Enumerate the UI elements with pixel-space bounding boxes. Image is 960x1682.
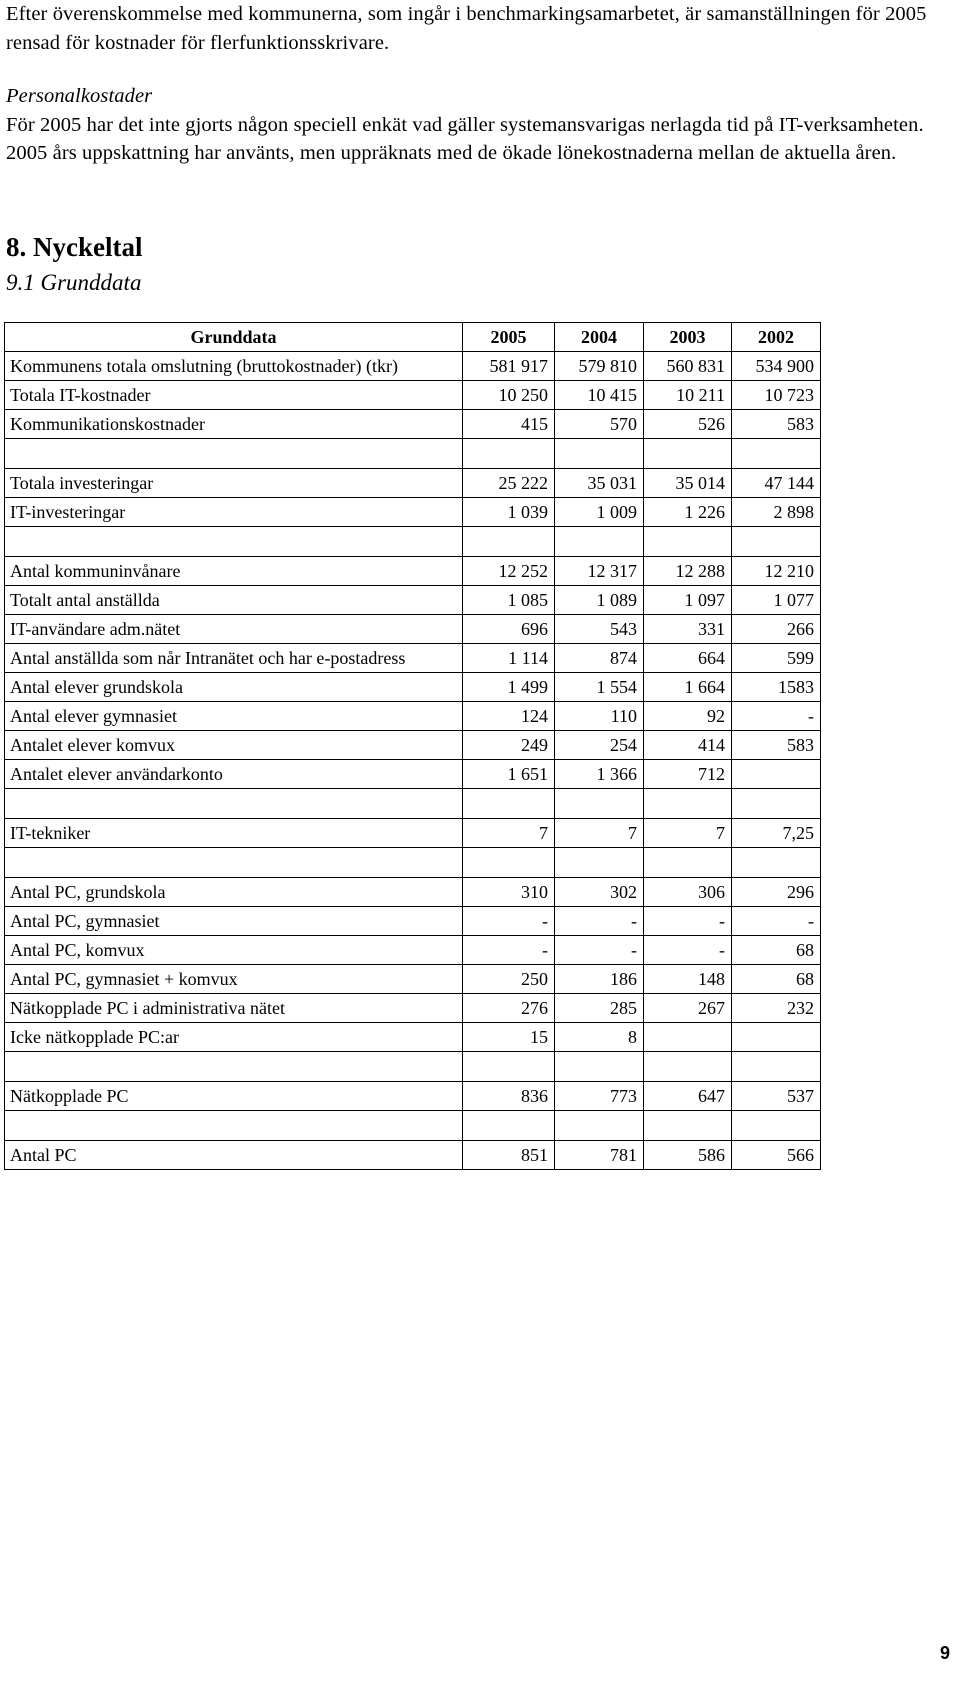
row-label-cell: Totalt antal anställda	[5, 586, 463, 615]
value-cell	[555, 1111, 644, 1141]
value-cell: 583	[732, 410, 821, 439]
value-cell: -	[555, 907, 644, 936]
value-cell: 306	[644, 878, 732, 907]
value-cell: 781	[555, 1141, 644, 1170]
table-row	[5, 1141, 821, 1170]
row-label-cell: Antalet elever komvux	[5, 731, 463, 760]
value-cell: 579 810	[555, 352, 644, 381]
row-label-cell: Antal elever grundskola	[5, 673, 463, 702]
value-cell: 1 554	[555, 673, 644, 702]
value-cell	[732, 439, 821, 469]
value-cell: -	[463, 936, 555, 965]
value-cell	[555, 848, 644, 878]
value-cell: 712	[644, 760, 732, 789]
value-cell	[463, 1052, 555, 1082]
spacer-row	[5, 1052, 821, 1082]
value-cell: 1 226	[644, 498, 732, 527]
value-cell	[644, 1052, 732, 1082]
value-cell: 1 009	[555, 498, 644, 527]
value-cell: 1 077	[732, 586, 821, 615]
table-row	[5, 615, 821, 644]
value-cell: 415	[463, 410, 555, 439]
value-cell: 47 144	[732, 469, 821, 498]
value-cell: 1 499	[463, 673, 555, 702]
value-cell: 560 831	[644, 352, 732, 381]
value-cell: 647	[644, 1082, 732, 1111]
row-label-cell	[5, 527, 463, 557]
value-cell: 35 014	[644, 469, 732, 498]
spacer-row	[5, 1111, 821, 1141]
value-cell: 1 651	[463, 760, 555, 789]
row-label-cell: IT-användare adm.nätet	[5, 615, 463, 644]
value-cell: -	[732, 907, 821, 936]
value-cell	[555, 439, 644, 469]
value-cell: 266	[732, 615, 821, 644]
table-row	[5, 907, 821, 936]
value-cell: 68	[732, 936, 821, 965]
value-cell: 1 089	[555, 586, 644, 615]
table-row	[5, 878, 821, 907]
row-label-cell: Icke nätkopplade PC:ar	[5, 1023, 463, 1052]
value-cell	[555, 527, 644, 557]
table-row	[5, 381, 821, 410]
value-cell: 25 222	[463, 469, 555, 498]
value-cell	[644, 789, 732, 819]
value-cell: 35 031	[555, 469, 644, 498]
value-cell: 566	[732, 1141, 821, 1170]
table-row	[5, 702, 821, 731]
value-cell: 68	[732, 965, 821, 994]
table-row	[5, 936, 821, 965]
spacer-row	[5, 848, 821, 878]
spacer-row	[5, 527, 821, 557]
value-cell: 7	[644, 819, 732, 848]
personal-paragraph: För 2005 har det inte gjorts någon speciell enkät vad gäller systemansvarigas nerlagda tid på IT-verksamheten. 2005 års uppskattning har använts, men uppräknats med de ökade lönekostnaderna mellan de aktuella åren.	[6, 113, 924, 164]
value-cell: 581 917	[463, 352, 555, 381]
row-label-cell	[5, 1111, 463, 1141]
table-row	[5, 352, 821, 381]
value-cell: 10 250	[463, 381, 555, 410]
value-cell: 10 723	[732, 381, 821, 410]
value-cell: 296	[732, 878, 821, 907]
table-row	[5, 965, 821, 994]
value-cell: 1 039	[463, 498, 555, 527]
value-cell	[732, 527, 821, 557]
page-number: 9	[939, 1643, 950, 1663]
row-label-cell: Antalet elever användarkonto	[5, 760, 463, 789]
value-cell: 285	[555, 994, 644, 1023]
table-row	[5, 586, 821, 615]
value-cell	[555, 789, 644, 819]
value-cell: 1583	[732, 673, 821, 702]
value-cell: 2 898	[732, 498, 821, 527]
table-row	[5, 1082, 821, 1111]
value-cell: 583	[732, 731, 821, 760]
value-cell: 851	[463, 1141, 555, 1170]
header-cell: 2002	[732, 323, 821, 352]
section-heading: 8. Nyckeltal	[6, 232, 143, 262]
row-label-cell	[5, 848, 463, 878]
value-cell	[644, 1111, 732, 1141]
value-cell: 331	[644, 615, 732, 644]
value-cell	[463, 527, 555, 557]
table-header-row	[5, 323, 821, 352]
header-cell: 2003	[644, 323, 732, 352]
value-cell: 12 317	[555, 557, 644, 586]
table-row	[5, 819, 821, 848]
value-cell: 148	[644, 965, 732, 994]
value-cell: 664	[644, 644, 732, 673]
value-cell	[644, 527, 732, 557]
value-cell: 186	[555, 965, 644, 994]
value-cell: 1 085	[463, 586, 555, 615]
value-cell	[463, 439, 555, 469]
row-label-cell: Antal PC	[5, 1141, 463, 1170]
value-cell: 599	[732, 644, 821, 673]
value-cell: 1 366	[555, 760, 644, 789]
value-cell: 249	[463, 731, 555, 760]
row-label-cell: Antal kommuninvånare	[5, 557, 463, 586]
row-label-cell: Nätkopplade PC i administrativa nätet	[5, 994, 463, 1023]
value-cell: 1 114	[463, 644, 555, 673]
row-label-cell: Antal elever gymnasiet	[5, 702, 463, 731]
intro-paragraph: Efter överenskommelse med kommunerna, som ingår i benchmarkingsamarbetet, är samanställningen för 2005 rensad för kostnader för flerfunktionsskrivare.	[6, 3, 927, 54]
table-body	[5, 352, 821, 1170]
row-label-cell: Nätkopplade PC	[5, 1082, 463, 1111]
value-cell: 15	[463, 1023, 555, 1052]
value-cell	[463, 1111, 555, 1141]
value-cell: 570	[555, 410, 644, 439]
value-cell: 526	[644, 410, 732, 439]
value-cell: 586	[644, 1141, 732, 1170]
table-row	[5, 994, 821, 1023]
header-cell: Grunddata	[5, 323, 463, 352]
value-cell: 543	[555, 615, 644, 644]
header-cell: 2005	[463, 323, 555, 352]
value-cell: -	[555, 936, 644, 965]
value-cell: 836	[463, 1082, 555, 1111]
value-cell	[463, 789, 555, 819]
value-cell: 7	[555, 819, 644, 848]
value-cell	[732, 848, 821, 878]
row-label-cell	[5, 439, 463, 469]
value-cell: -	[463, 907, 555, 936]
value-cell	[555, 1052, 644, 1082]
value-cell: 7	[463, 819, 555, 848]
value-cell	[644, 1023, 732, 1052]
value-cell: 302	[555, 878, 644, 907]
spacer-row	[5, 439, 821, 469]
value-cell: 254	[555, 731, 644, 760]
table-row	[5, 644, 821, 673]
value-cell: 232	[732, 994, 821, 1023]
value-cell: 10 415	[555, 381, 644, 410]
row-label-cell: Antal anställda som når Intranätet och har e-postadress	[5, 644, 463, 673]
row-label-cell	[5, 1052, 463, 1082]
value-cell: 267	[644, 994, 732, 1023]
value-cell	[732, 789, 821, 819]
table-row	[5, 1023, 821, 1052]
header-cell: 2004	[555, 323, 644, 352]
grunddata-table	[4, 322, 821, 1170]
row-label-cell: Totala IT-kostnader	[5, 381, 463, 410]
value-cell: -	[644, 936, 732, 965]
value-cell: 1 664	[644, 673, 732, 702]
table-row	[5, 498, 821, 527]
value-cell: 696	[463, 615, 555, 644]
value-cell: 12 288	[644, 557, 732, 586]
personal-section	[6, 82, 946, 168]
row-label-cell: Antal PC, gymnasiet	[5, 907, 463, 936]
value-cell: 110	[555, 702, 644, 731]
value-cell	[732, 1111, 821, 1141]
value-cell: 8	[555, 1023, 644, 1052]
personal-label: Personalkostader	[6, 85, 153, 107]
value-cell: -	[732, 702, 821, 731]
value-cell: 310	[463, 878, 555, 907]
table-row	[5, 731, 821, 760]
value-cell: 124	[463, 702, 555, 731]
table-row	[5, 557, 821, 586]
row-label-cell: Kommunikationskostnader	[5, 410, 463, 439]
value-cell: 537	[732, 1082, 821, 1111]
value-cell: 773	[555, 1082, 644, 1111]
value-cell: 874	[555, 644, 644, 673]
sub-heading: 9.1 Grunddata	[6, 270, 142, 295]
row-label-cell	[5, 789, 463, 819]
row-label-cell: Kommunens totala omslutning (bruttokostnader) (tkr)	[5, 352, 463, 381]
value-cell: 7,25	[732, 819, 821, 848]
row-label-cell: Antal PC, grundskola	[5, 878, 463, 907]
value-cell: 92	[644, 702, 732, 731]
value-cell	[732, 1023, 821, 1052]
row-label-cell: IT-tekniker	[5, 819, 463, 848]
value-cell: 12 252	[463, 557, 555, 586]
row-label-cell: Antal PC, gymnasiet + komvux	[5, 965, 463, 994]
value-cell	[644, 439, 732, 469]
value-cell	[732, 760, 821, 789]
row-label-cell: IT-investeringar	[5, 498, 463, 527]
value-cell	[732, 1052, 821, 1082]
row-label-cell: Totala investeringar	[5, 469, 463, 498]
table-row	[5, 673, 821, 702]
spacer-row	[5, 789, 821, 819]
value-cell: 1 097	[644, 586, 732, 615]
value-cell	[644, 848, 732, 878]
table-row	[5, 760, 821, 789]
value-cell: -	[644, 907, 732, 936]
value-cell: 414	[644, 731, 732, 760]
value-cell: 276	[463, 994, 555, 1023]
table-row	[5, 469, 821, 498]
value-cell: 250	[463, 965, 555, 994]
table-row	[5, 410, 821, 439]
value-cell: 10 211	[644, 381, 732, 410]
value-cell: 534 900	[732, 352, 821, 381]
row-label-cell: Antal PC, komvux	[5, 936, 463, 965]
value-cell	[463, 848, 555, 878]
value-cell: 12 210	[732, 557, 821, 586]
